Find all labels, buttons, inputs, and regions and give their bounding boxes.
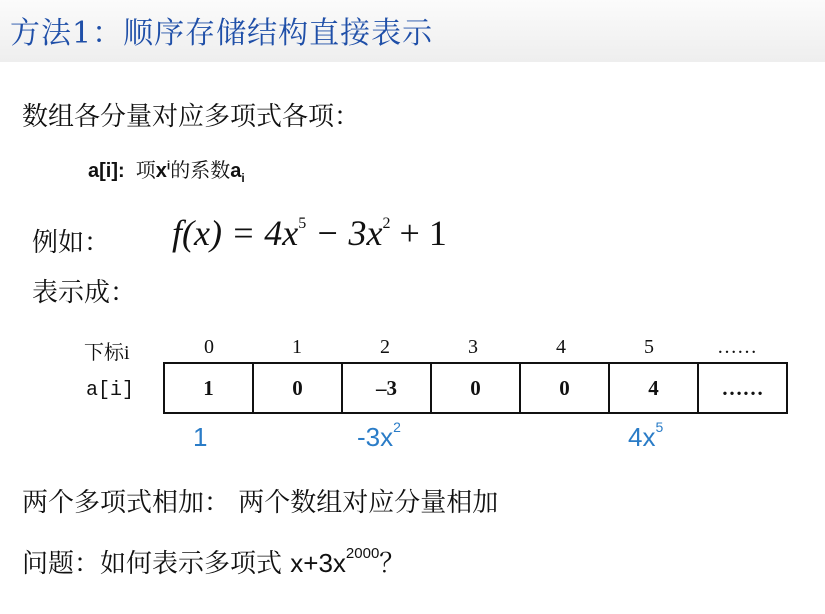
index-row-label: 下标i <box>84 342 130 364</box>
heading: 数组各分量对应多项式各项： <box>22 102 361 132</box>
array-cell: 1 <box>165 364 254 412</box>
term-sup: 5 <box>655 419 664 436</box>
array-table <box>163 362 788 414</box>
question-prefix: 问题：如何表示多项式 <box>22 549 291 579</box>
index-cell: …… <box>717 336 757 358</box>
slide-title: 方法1：顺序存储结构直接表示 <box>10 16 434 51</box>
index-cell: 3 <box>468 336 478 358</box>
definition-line <box>88 154 245 185</box>
formula-exp1: 5 <box>298 215 307 232</box>
index-cell: 2 <box>380 336 390 358</box>
definition-lhs: a[i]: <box>88 160 125 182</box>
definition-var-sup: i <box>166 158 171 173</box>
array-cell: 0 <box>254 364 343 412</box>
represent-label: 表示成： <box>32 278 137 308</box>
array-cell: 4 <box>610 364 699 412</box>
term-label <box>357 419 401 453</box>
term-base: 4x <box>628 422 656 452</box>
definition-text-before: 项 <box>135 160 156 182</box>
definition-coef: a <box>230 160 242 182</box>
example-formula <box>172 212 447 254</box>
index-cell: 5 <box>644 336 654 358</box>
term-label <box>628 419 664 453</box>
formula-lhs: f(x) = 4x <box>172 213 299 253</box>
array-cell: 0 <box>432 364 521 412</box>
definition-var: x <box>155 160 167 182</box>
formula-mid: − 3x <box>306 213 383 253</box>
term-base: -3x <box>357 422 394 452</box>
array-cell: …… <box>721 375 764 400</box>
index-cell: 4 <box>556 336 566 358</box>
term-label <box>193 422 207 453</box>
sum-line: 两个多项式相加： 两个数组对应分量相加 <box>22 488 499 518</box>
definition-coef-sub: i <box>241 171 245 185</box>
formula-exp2: 2 <box>382 215 391 232</box>
array-cell: –3 <box>343 364 432 412</box>
array-cell: 0 <box>521 364 610 412</box>
question-suffix: ？ <box>379 549 406 579</box>
formula-tail: + 1 <box>390 213 447 253</box>
index-cell: 0 <box>204 336 214 358</box>
question-line <box>22 543 405 580</box>
index-cell: 1 <box>292 336 302 358</box>
question-sup: 2000 <box>345 545 380 563</box>
array-row-label: a[i] <box>86 379 135 402</box>
question-poly: x+3x <box>290 548 346 578</box>
definition-text-mid: 的系数 <box>170 160 231 182</box>
term-base: 1 <box>193 422 208 452</box>
example-label: 例如： <box>32 228 111 258</box>
term-sup: 2 <box>393 419 401 436</box>
